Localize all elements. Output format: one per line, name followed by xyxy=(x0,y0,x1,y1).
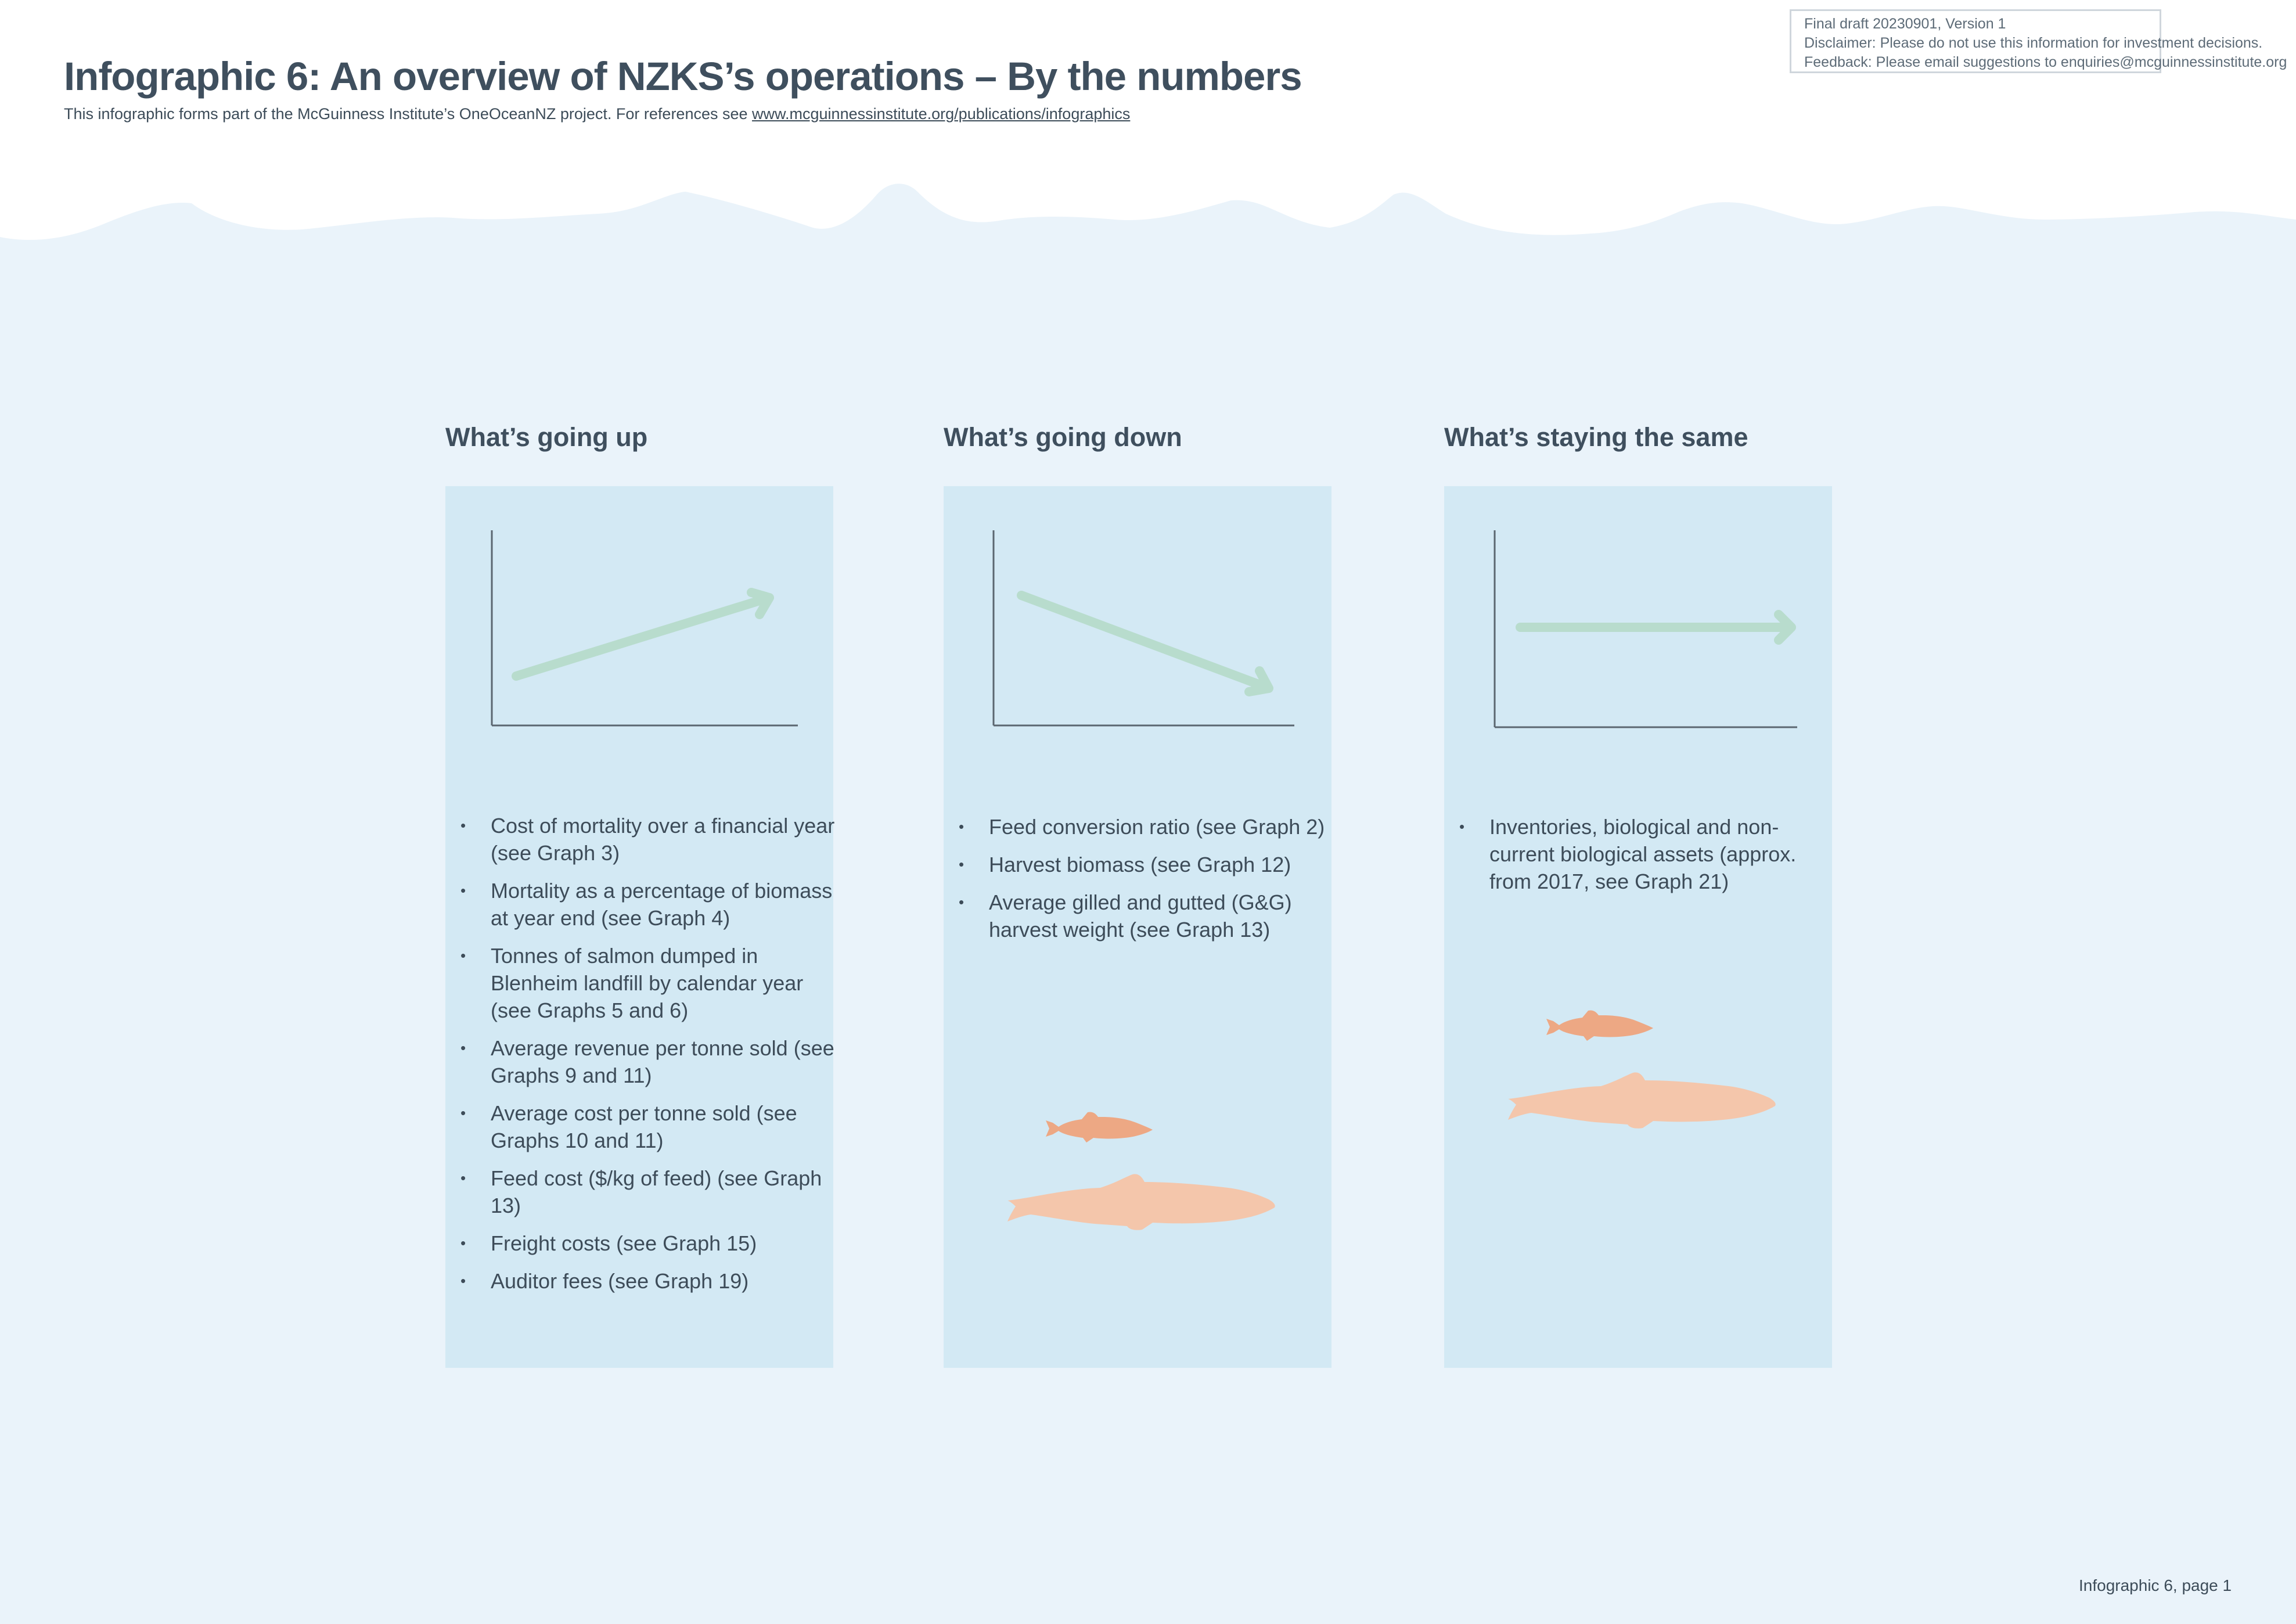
panel-going-up xyxy=(445,486,833,1368)
list-item: • Freight costs (see Graph 15) xyxy=(491,1230,839,1257)
list-item: • Auditor fees (see Graph 19) xyxy=(491,1267,839,1295)
list-item: • Mortality as a percentage of biomass at year end (see Graph 4) xyxy=(491,877,839,932)
list-item: • Tonnes of salmon dumped in Blenheim landfill by calendar year (see Graphs 5 and 6) xyxy=(491,942,839,1024)
heading-staying-same: What’s staying the same xyxy=(1444,422,1748,452)
list-item: • Average revenue per tonne sold (see Graphs 9 and 11) xyxy=(491,1034,839,1089)
draft-version: Final draft 20230901, Version 1 xyxy=(1804,16,2006,32)
list-item: • Feed conversion ratio (see Graph 2) xyxy=(989,813,1337,840)
flat-trend-icon xyxy=(1444,486,1832,742)
list-item: • Harvest biomass (see Graph 12) xyxy=(989,851,1337,878)
panel-staying-same xyxy=(1444,486,1832,1368)
list-item: • Feed cost ($/kg of feed) (see Graph 13) xyxy=(491,1165,839,1219)
heading-going-down: What’s going down xyxy=(944,422,1182,452)
salmon-icon xyxy=(1491,983,1793,1151)
page-number: Infographic 6, page 1 xyxy=(2079,1576,2232,1594)
going-down-list xyxy=(944,813,1337,954)
heading-going-up: What’s going up xyxy=(445,422,648,452)
disclaimer-text: Disclaimer: Please do not use this information for investment decisions. xyxy=(1804,35,2263,51)
draft-notice-box xyxy=(1790,9,2287,73)
falling-trend-icon xyxy=(944,486,1331,742)
feedback-text: Feedback: Please email suggestions to enquiries@mcguinnessinstitute.org xyxy=(1804,54,2287,70)
subtitle xyxy=(64,105,1130,123)
staying-same-list xyxy=(1444,813,1838,906)
salmon-icon xyxy=(990,1084,1292,1253)
page-title: Infographic 6: An overview of NZKS’s operations – By the numbers xyxy=(64,54,1302,99)
list-item: • Inventories, biological and non-current biological assets (approx. from 2017, see Graph 21) xyxy=(1489,813,1838,895)
subtitle-text: This infographic forms part of the McGuinness Institute’s OneOceanNZ project. For references see xyxy=(64,105,753,123)
panel-going-down xyxy=(944,486,1331,1368)
going-up-list xyxy=(445,812,839,1305)
list-item: • Average cost per tonne sold (see Graphs 10 and 11) xyxy=(491,1100,839,1154)
list-item: • Cost of mortality over a financial year (see Graph 3) xyxy=(491,812,839,867)
list-item: • Average gilled and gutted (G&G) harvest weight (see Graph 13) xyxy=(989,889,1337,943)
references-link[interactable]: www.mcguinnessinstitute.org/publications/infographics xyxy=(752,105,1131,123)
rising-trend-icon xyxy=(445,486,833,742)
